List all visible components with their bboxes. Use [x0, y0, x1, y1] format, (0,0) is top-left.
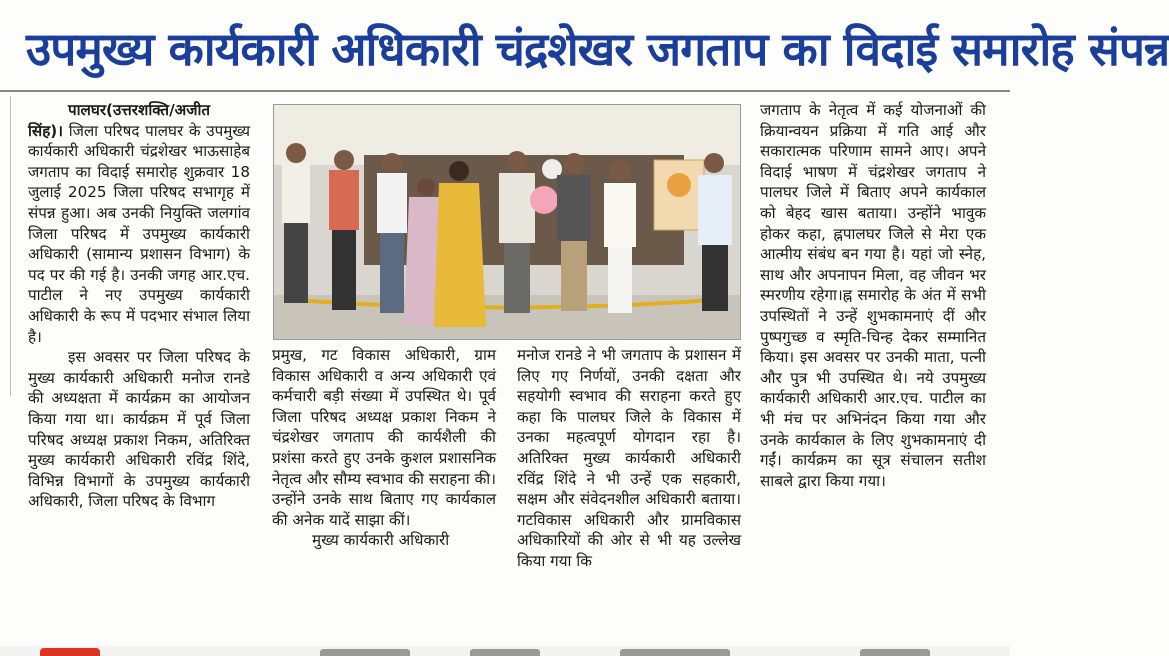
col1-paragraph-2: इस अवसर पर जिला परिषद के मुख्य कार्यकारी अधिकारी मनोज रानडे की अध्यक्षता में कार्यक्रम का आयोजन किया गया था। कार्यक्रम में पूर्व जिला परिषद अध्यक्ष प्रकाश निकम, अतिरिक्त मुख्य कार्यकारी अधिकारी रविंद्र शिंदे, विभिन्न विभागों के उपमुख्य कार्यकारी अधिकारी, जिला परिषद के विभाग	[28, 348, 250, 511]
glyph-fragment	[320, 649, 410, 656]
col2-paragraph-1: प्रमुख, गट विकास अधिकारी, ग्राम विकास अधिकारी व अन्य अधिकारी एवं कर्मचारी बड़ी संख्या में उपस्थित थे। पूर्व जिला परिषद अध्यक्ष प्रकाश निकम ने चंद्रशेखर जगताप की कार्यशैली की प्रशंसा करते हुए उनके कुशल प्रशासनिक नेतृत्व और सौम्य स्वभाव की सराहना की। उन्होंने उनके साथ बिताए गए कार्यकाल की अनेक यादें साझा कीं।	[272, 346, 496, 529]
article-column-1	[28, 100, 250, 645]
glyph-fragment	[860, 649, 930, 656]
col2-paragraph-2: मुख्य कार्यकारी अधिकारी	[312, 531, 450, 550]
red-glyph-fragment	[40, 648, 100, 656]
glyph-fragment	[470, 649, 540, 656]
dateline: पालघर(उत्तरशक्ति/अजीत सिंह)।	[28, 101, 211, 140]
headline-rule	[0, 90, 1010, 92]
col4-paragraph-1: जगताप के नेतृत्व में कई योजनाओं की क्रियान्वयन प्रक्रिया में गति आई और सकारात्मक परिणाम सामने आए। अपने विदाई भाषण में चंद्रशेखर जगताप ने पालघर जिले में बिताए अपने कार्यकाल को बेहद खास बताया। उन्होंने भावुक होकर कहा, ह्नपालघर जिले से मेरा एक आत्मीय संबंध बन गया है। यहां जो स्नेह, साथ और अपनापन मिला, वह जीवन भर स्मरणीय रहेगा।ह्न समारोह के अंत में सभी उपस्थितों ने उन्हें शुभकामनाएं दीं और पुष्पगुच्छ व स्मृति-चिन्ह देकर सम्मानित किया। इस अवसर पर उनकी माता, पत्नी और पुत्र भी उपस्थित थे। नये उपमुख्य कार्यकारी अधिकारी आर.एच. पाटील का भी मंच पर अभिनंदन किया गया और उनके कार्यकाल के लिए शुभकामनाएं दी गईं। कार्यक्रम का सूत्र संचालन सतीश साबले द्वारा किया गया।	[760, 101, 986, 490]
headline: उपमुख्य कार्यकारी अधिकारी चंद्रशेखर जगताप का विदाई समारोह संपन्न	[26, 22, 1169, 76]
article-column-2	[272, 345, 496, 645]
article-column-3	[517, 345, 741, 645]
event-photo	[273, 104, 741, 340]
col3-paragraph-1: मनोज रानडे ने भी जगताप के प्रशासन में लिए गए निर्णयों, उनकी दक्षता और सहयोगी स्वभाव की सराहना करते हुए कहा कि पालघर जिले के विकास में उनका महत्वपूर्ण योगदान रहा है। अतिरिक्त मुख्य कार्यकारी अधिकारी रविंद्र शिंदे ने भी उन्हें एक सहकारी, सक्षम और संवेदनशील अधिकारी बताया। गटविकास अधिकारी और ग्रामविकास अधिकारियों की ओर से भी यह उल्लेख किया गया कि	[517, 346, 741, 570]
event-photo-illustration	[274, 105, 740, 339]
col1-paragraph-1: जिला परिषद पालघर के उपमुख्य कार्यकारी अधिकारी चंद्रशेखर भाऊसाहेब जगताप का विदाई समारोह शुक्रवार 18 जुलाई 2025 जिला परिषद सभागृह में संपन्न हुआ। अब उनकी नियुक्ति जलगांव जिला परिषद में उपमुख्य कार्यकारी अधिकारी (सामान्य प्रशासन विभाग) के पद पर की गई है। उनकी जगह आर.एच. पाटील ने नए उपमुख्य कार्यकारी अधिकारी के रूप में पदभार संभाल लिया है।	[28, 121, 251, 346]
glyph-fragment	[620, 649, 730, 656]
next-headline-fragment	[0, 646, 1010, 656]
adjacent-column-edge	[0, 96, 11, 396]
article-column-4	[760, 100, 986, 645]
